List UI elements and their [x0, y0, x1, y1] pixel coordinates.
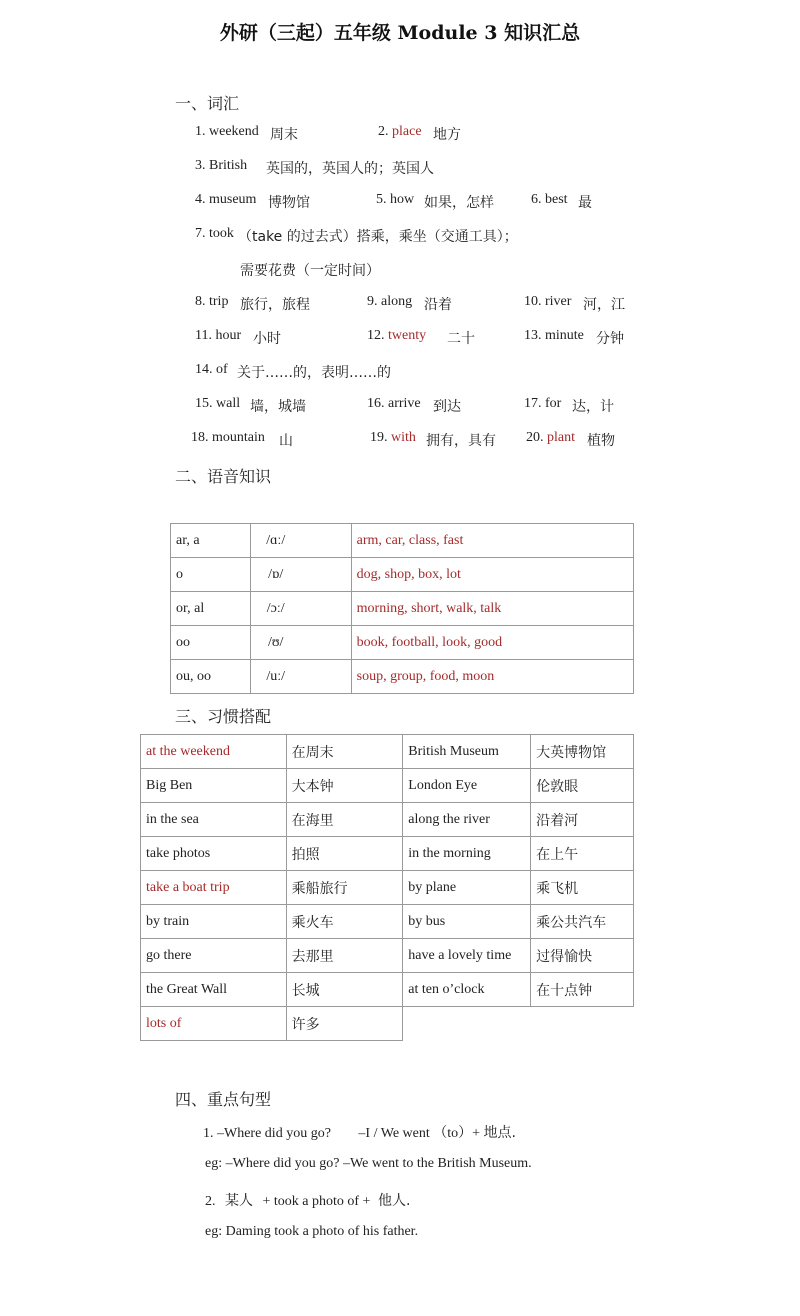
vocab-word-highlight: place [392, 124, 422, 139]
vocab-word: 6. best [531, 192, 568, 207]
phonics-letters: ou, oo [171, 660, 251, 694]
phonics-row [171, 660, 634, 694]
example-sentence: eg: –Where did you go? –We went to the British Museum. [205, 1156, 532, 1171]
vocab-meaning: 达，计 [572, 399, 614, 415]
phrase-row [141, 939, 634, 973]
phonics-row [171, 626, 634, 660]
phonics-examples: book, football, look, good [351, 626, 633, 660]
phrase-english: lots of [141, 1007, 287, 1041]
sentence-line [205, 1190, 410, 1210]
vocab-word-highlight: twenty [388, 328, 427, 343]
vocab-word: 16. arrive [367, 396, 421, 411]
sentence-pattern: + took a photo of + [262, 1194, 371, 1209]
phrase-english: by train [141, 905, 287, 939]
sentence-question: 1. –Where did you go? [203, 1126, 331, 1141]
phrase-chinese: 在十点钟 [531, 973, 634, 1007]
vocab-word: 15. wall [195, 396, 241, 411]
phonics-letters: ar, a [171, 524, 251, 558]
vocab-meaning: 地方 [433, 127, 461, 143]
vocab-word: 11. hour [195, 328, 242, 343]
vocab-word: 13. minute [524, 328, 584, 343]
vocab-meaning: 二十 [447, 331, 475, 347]
vocab-word: 7. took [195, 226, 234, 241]
sentence-placeholder: 他人. [377, 1193, 411, 1209]
vocab-word: 14. of [195, 362, 228, 377]
vocab-word: 4. museum [195, 192, 257, 207]
vocab-word-highlight: 2. place [378, 124, 422, 139]
phrase-english: British Museum [403, 735, 531, 769]
phrase-row [141, 735, 634, 769]
vocab-meaning: 到达 [433, 399, 461, 415]
vocab-row [0, 294, 800, 316]
vocab-meaning: 墙，城墙 [250, 399, 306, 415]
phrase-row [141, 905, 634, 939]
example-sentence: eg: Daming took a photo of his father. [205, 1224, 419, 1239]
vocab-word: 9. along [367, 294, 413, 309]
vocab-meaning: 周末 [270, 127, 298, 143]
vocab-word: 3. British [195, 158, 248, 173]
vocab-meaning: 植物 [587, 433, 615, 449]
phrase-english: have a lovely time [403, 939, 531, 973]
phrase-chinese: 过得愉快 [531, 939, 634, 973]
phonics-sound: /ɔː/ [250, 592, 351, 626]
phonics-table [170, 523, 634, 694]
vocab-meaning: 拥有，具有 [426, 433, 496, 449]
phrase-english: the Great Wall [141, 973, 287, 1007]
vocab-meaning: 旅行，旅程 [240, 297, 310, 313]
phrase-english: go there [141, 939, 287, 973]
vocab-word: 20. plant [526, 430, 575, 445]
vocab-word: 8. trip [195, 294, 229, 309]
phrases-table [140, 734, 634, 1041]
vocab-row [0, 362, 800, 384]
phrase-chinese: 乘飞机 [531, 871, 634, 905]
phrase-chinese: 在海里 [286, 803, 403, 837]
phrase-english: take photos [141, 837, 287, 871]
phrase-chinese: 在上午 [531, 837, 634, 871]
phonics-sound: /ʊ/ [250, 626, 351, 660]
phrase-row [141, 871, 634, 905]
vocab-meaning: 需要花费（一定时间） [240, 263, 380, 279]
vocab-meaning: 河，江 [583, 297, 625, 313]
phrase-row [141, 769, 634, 803]
phrase-chinese: 在周末 [286, 735, 403, 769]
phonics-row [171, 558, 634, 592]
phrase-chinese: 长城 [286, 973, 403, 1007]
phonics-row [171, 524, 634, 558]
phonics-letters: o [171, 558, 251, 592]
section-heading-phrases: 三、习惯搭配 [175, 707, 272, 726]
vocab-row [0, 260, 800, 282]
phrase-english: in the morning [403, 837, 531, 871]
vocab-row [0, 226, 800, 248]
phonics-row [171, 592, 634, 626]
vocab-word: 5. how [376, 192, 415, 207]
section-heading-vocab: 一、词汇 [175, 94, 240, 113]
vocab-meaning: 最 [578, 195, 592, 211]
phrase-english: along the river [403, 803, 531, 837]
vocab-word: 1. weekend [195, 124, 259, 139]
sentence-line [203, 1122, 516, 1142]
phrase-english: take a boat trip [141, 871, 287, 905]
phrase-chinese: 许多 [286, 1007, 403, 1041]
phrase-chinese: 沿着河 [531, 803, 634, 837]
phrase-english: at the weekend [141, 735, 287, 769]
vocab-word: 17. for [524, 396, 562, 411]
phrase-chinese: 去那里 [286, 939, 403, 973]
sentence-placeholder: 某人 [225, 1193, 253, 1209]
phrase-english: by plane [403, 871, 531, 905]
phrase-chinese: 乘火车 [286, 905, 403, 939]
vocab-word-highlight: 12. twenty [367, 328, 427, 343]
sentence-number: 2. [205, 1194, 216, 1209]
phrase-chinese: 拍照 [286, 837, 403, 871]
vocab-row [0, 158, 800, 180]
vocab-row [0, 124, 800, 146]
vocab-row [0, 430, 800, 452]
vocab-word: 10. river [524, 294, 572, 309]
vocab-meaning: 关于……的，表明……的 [237, 365, 391, 381]
phrase-english: Big Ben [141, 769, 287, 803]
phonics-letters: oo [171, 626, 251, 660]
phonics-sound: /ɑː/ [250, 524, 351, 558]
phonics-examples: soup, group, food, moon [351, 660, 633, 694]
phrase-chinese: 伦敦眼 [531, 769, 634, 803]
phonics-examples: dog, shop, box, lot [351, 558, 633, 592]
vocab-meaning: 山 [279, 433, 293, 449]
section-heading-sentences: 四、重点句型 [175, 1090, 272, 1109]
phrase-english: in the sea [141, 803, 287, 837]
phrase-chinese: 乘公共汽车 [531, 905, 634, 939]
phrase-chinese: 大英博物馆 [531, 735, 634, 769]
phrase-english: at ten o’clock [403, 973, 531, 1007]
phrase-row [141, 803, 634, 837]
vocab-meaning: 分钟 [596, 331, 624, 347]
phonics-sound: /ɒ/ [250, 558, 351, 592]
vocab-meaning: 沿着 [424, 297, 452, 313]
phonics-letters: or, al [171, 592, 251, 626]
phrase-row [141, 837, 634, 871]
vocab-meaning: （take 的过去式）搭乘，乘坐（交通工具）； [238, 229, 518, 245]
phrase-row [141, 1007, 634, 1041]
vocab-word: 18. mountain [191, 430, 265, 445]
vocab-word-highlight: plant [547, 430, 575, 445]
page-title: 外研（三起）五年级 Module 3 知识汇总 [219, 22, 581, 44]
vocab-row [0, 192, 800, 214]
vocab-meaning: 如果，怎样 [424, 195, 494, 211]
vocab-word: 19. with [370, 430, 416, 445]
section-heading-phonics: 二、语音知识 [175, 467, 272, 486]
vocab-row [0, 328, 800, 350]
vocab-meaning: 小时 [253, 331, 281, 347]
vocab-word-highlight: with [391, 430, 416, 445]
phrase-chinese: 乘船旅行 [286, 871, 403, 905]
sentence-answer: –I / We went （to）+ [358, 1126, 481, 1141]
phonics-examples: morning, short, walk, talk [351, 592, 633, 626]
phonics-sound: /uː/ [250, 660, 351, 694]
vocab-meaning: 博物馆 [268, 195, 310, 211]
phrase-chinese: 大本钟 [286, 769, 403, 803]
sentence-placeholder: 地点. [483, 1125, 516, 1141]
phrase-row [141, 973, 634, 1007]
vocab-row [0, 396, 800, 418]
phonics-examples: arm, car, class, fast [351, 524, 633, 558]
vocab-meaning: 英国的，英国人的；英国人 [266, 161, 434, 177]
phrase-english: London Eye [403, 769, 531, 803]
phrase-english: by bus [403, 905, 531, 939]
